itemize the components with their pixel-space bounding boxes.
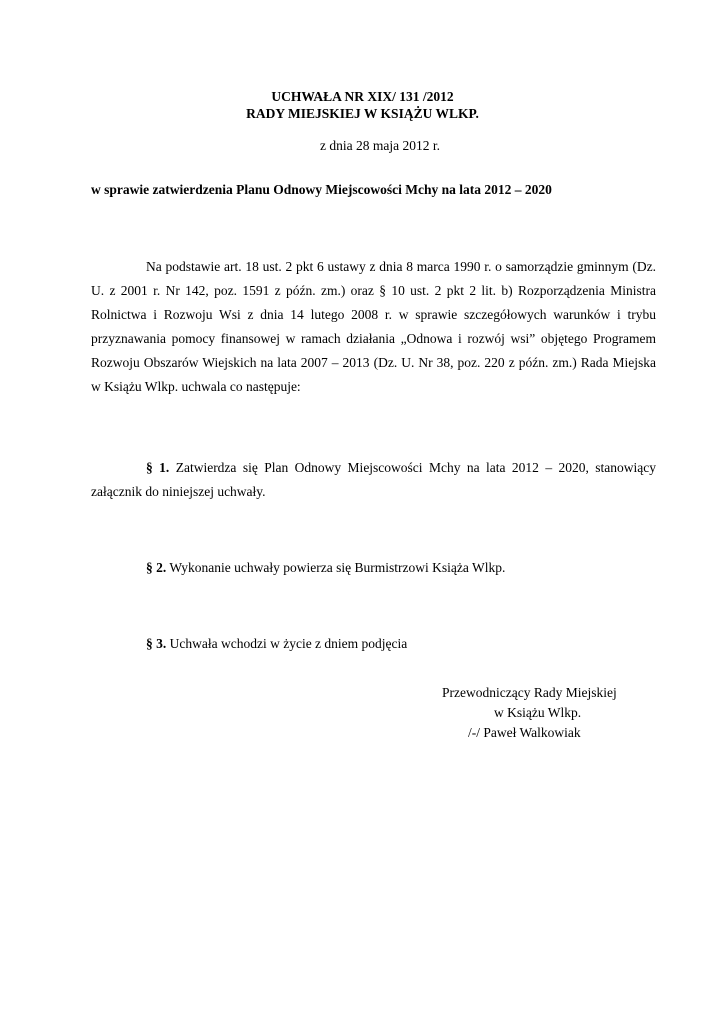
signature-location: w Książu Wlkp. — [494, 705, 582, 720]
paragraph-3-number: § 3. — [146, 636, 167, 651]
signature-position: Przewodniczący Rady Miejskiej — [442, 685, 617, 700]
paragraph-2 — [91, 556, 656, 580]
council-name-title: RADY MIEJSKIEJ W KSIĄŻU WLKP. — [246, 106, 479, 121]
signature-name: /-/ Paweł Walkowiak — [468, 725, 581, 740]
paragraph-1-text: Zatwierdza się Plan Odnowy Miejscowości Mchy na lata 2012 – 2020, stanowiący załącznik do niniejszej uchwały. — [91, 460, 657, 499]
resolution-subject: w sprawie zatwierdzenia Planu Odnowy Miejscowości Mchy na lata 2012 – 2020 — [91, 182, 552, 197]
legal-basis-preamble: Na podstawie art. 18 ust. 2 pkt 6 ustawy z dnia 8 marca 1990 r. o samorządzie gminnym (Dz. U. z 2001 r. Nr 142, poz. 1591 z późn. zm.) oraz § 10 ust. 2 pkt 2 lit. b) Rozporządzenia Ministra Rolnictwa i Rozwoju Wsi z dnia 14 lutego 2008 r. w sprawie szczegółowych warunków i trybu przyznawania pomocy finansowej w ramach działania „Odnowa i rozwój wsi” objętego Programem Rozwoju Obszarów Wiejskich na lata 2007 – 2013 (Dz. U. Nr 38, poz. 220 z późn. zm.) Rada Miejska w Książu Wlkp. uchwala co następuje: — [91, 259, 656, 394]
paragraph-1 — [91, 456, 656, 504]
paragraph-2-number: § 2. — [146, 560, 167, 575]
paragraph-3 — [91, 632, 656, 656]
resolution-date: z dnia 28 maja 2012 r. — [320, 138, 440, 153]
paragraph-2-text: Wykonanie uchwały powierza się Burmistrzowi Książa Wlkp. — [166, 560, 506, 575]
paragraph-3-text: Uchwała wchodzi w życie z dniem podjęcia — [166, 636, 408, 651]
resolution-number-title: UCHWAŁA NR XIX/ 131 /2012 — [271, 89, 454, 104]
paragraph-1-number: § 1. — [146, 460, 170, 475]
